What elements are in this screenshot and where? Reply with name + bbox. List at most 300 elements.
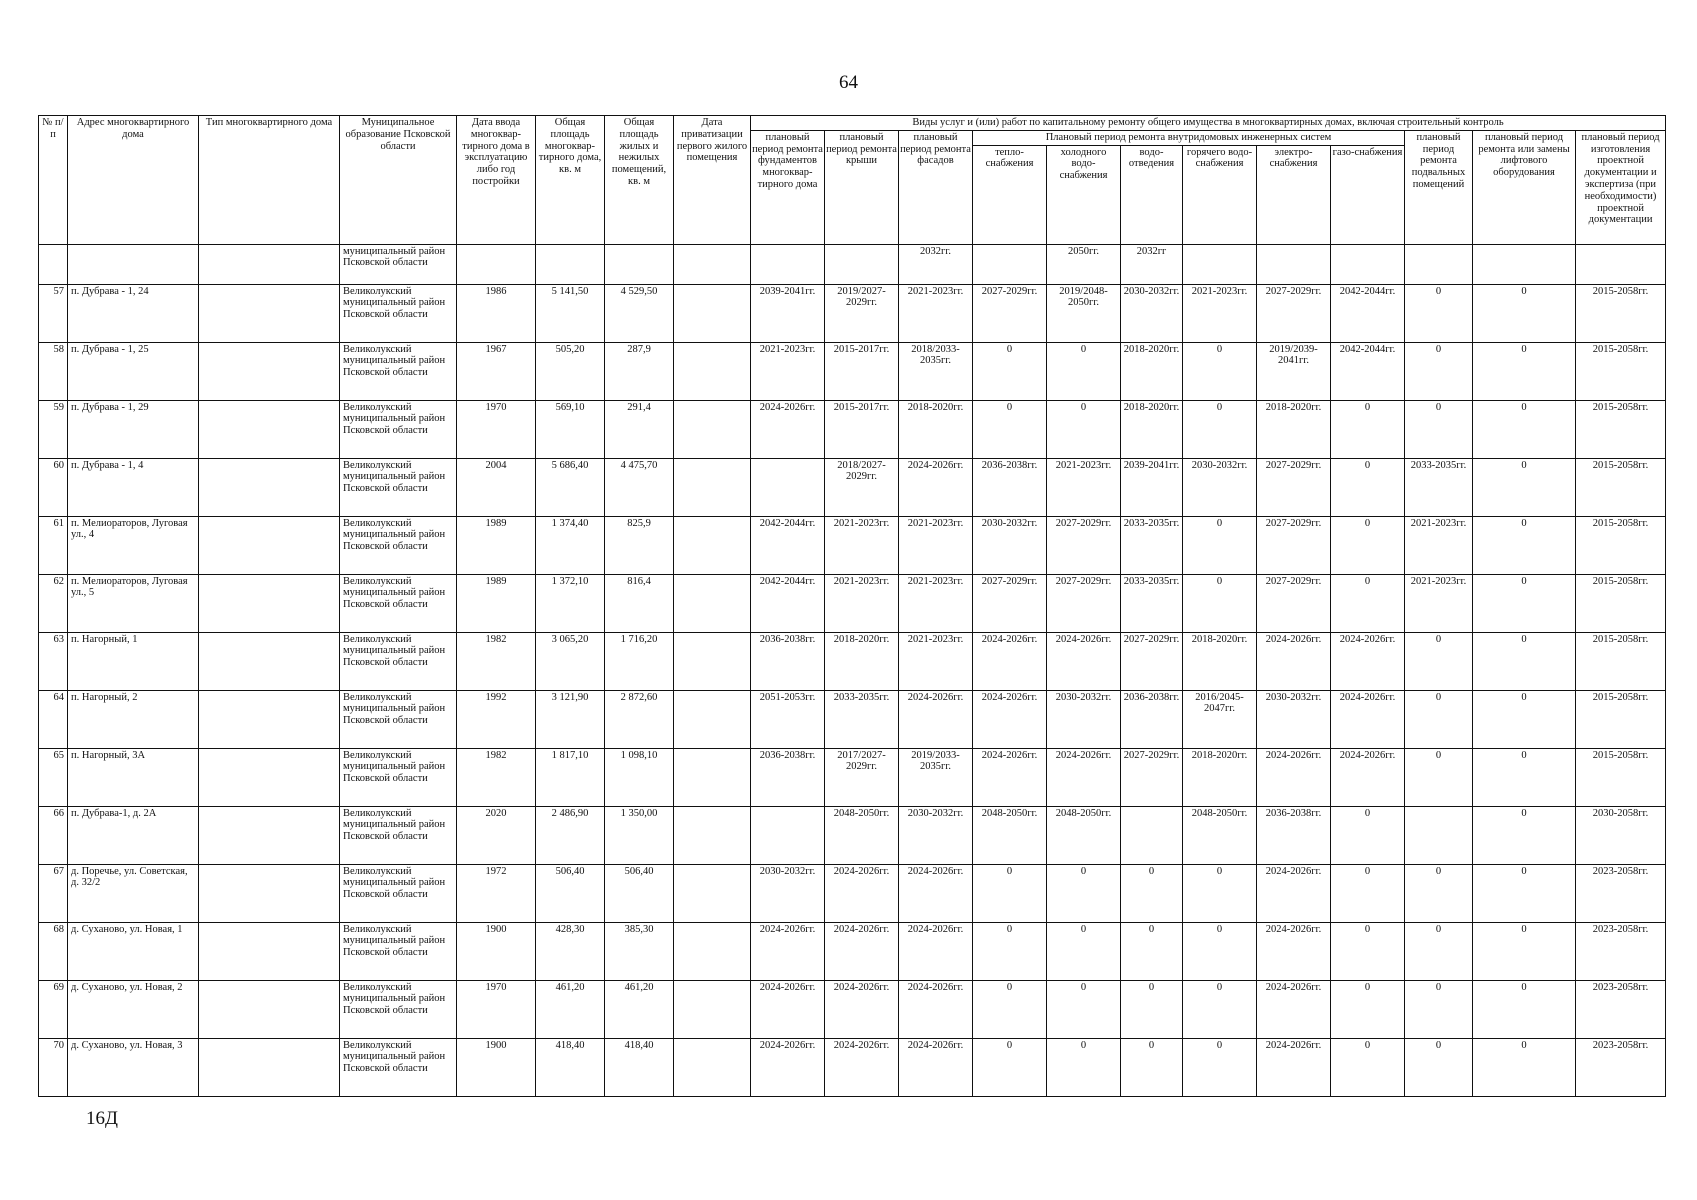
cell-basement: 2033-2035гг. [1405,458,1473,516]
cell-roof: 2019/2027-2029гг. [825,284,899,342]
cell-hot-water: 0 [1183,342,1257,400]
cell-basement: 0 [1405,690,1473,748]
cell-municipality: Великолукский муниципальный район Псковской области [340,980,457,1038]
cell-electric: 2024-2026гг. [1257,922,1331,980]
header-hot-water: горячего водо-снабжения [1183,145,1257,244]
cell-foundation: 2042-2044гг. [751,516,825,574]
cell-elevator: 0 [1473,690,1576,748]
cell-gas: 0 [1331,516,1405,574]
cell-design: 2023-2058гг. [1576,922,1666,980]
cell-municipality: Великолукский муниципальный район Псковской области [340,342,457,400]
cell-gas: 2024-2026гг. [1331,748,1405,806]
cell-hot-water: 0 [1183,574,1257,632]
cell-privatization-date [674,690,751,748]
cell-foundation [751,244,825,284]
cell-design: 2015-2058гг. [1576,342,1666,400]
cell-facade: 2024-2026гг. [899,922,973,980]
cell-sewer: 0 [1121,1038,1183,1096]
cell-municipality: Великолукский муниципальный район Псковской области [340,1038,457,1096]
cell-living-area: 825,9 [605,516,674,574]
cell-cold-water: 0 [1047,400,1121,458]
cell-roof: 2017/2027-2029гг. [825,748,899,806]
cell-date-commission: 1967 [457,342,536,400]
cell-elevator: 0 [1473,342,1576,400]
cell-sewer: 2030-2032гг. [1121,284,1183,342]
cell-num: 62 [39,574,68,632]
header-works-title: Виды услуг и (или) работ по капитальному ремонту общего имущества в многоквартирных домах, включая строительный контроль [751,116,1666,131]
cell-electric: 2024-2026гг. [1257,864,1331,922]
header-gas: газо-снабжения [1331,145,1405,244]
cell-gas: 0 [1331,980,1405,1038]
cell-hot-water: 2030-2032гг. [1183,458,1257,516]
cell-cold-water: 2027-2029гг. [1047,574,1121,632]
cell-living-area: 461,20 [605,980,674,1038]
cell-living-area [605,244,674,284]
table-row [39,284,1666,342]
cell-electric: 2027-2029гг. [1257,458,1331,516]
header-elevator: плановый период ремонта или замены лифтового оборудования [1473,130,1576,244]
header-heat: тепло-снабжения [973,145,1047,244]
cell-date-commission: 1989 [457,516,536,574]
cell-date-commission: 1989 [457,574,536,632]
cell-living-area: 4 529,50 [605,284,674,342]
cell-living-area: 1 350,00 [605,806,674,864]
cell-heat: 0 [973,864,1047,922]
cell-type [199,244,340,284]
cell-hot-water: 0 [1183,400,1257,458]
cell-address: п. Дубрава - 1, 4 [68,458,199,516]
cell-living-area: 385,30 [605,922,674,980]
cell-total-area: 428,30 [536,922,605,980]
cell-basement: 0 [1405,1038,1473,1096]
cell-basement: 0 [1405,922,1473,980]
cell-electric: 2030-2032гг. [1257,690,1331,748]
cell-privatization-date [674,922,751,980]
cell-sewer: 2018-2020гг. [1121,400,1183,458]
cell-privatization-date [674,1038,751,1096]
cell-sewer: 2033-2035гг. [1121,516,1183,574]
cell-heat [973,244,1047,284]
table-body [39,244,1666,1096]
cell-heat: 0 [973,1038,1047,1096]
cell-address: д. Суханово, ул. Новая, 2 [68,980,199,1038]
cell-basement: 0 [1405,748,1473,806]
header-foundation: плановый период ремонта фундаментов многоквар-тирного дома [751,130,825,244]
table-row [39,632,1666,690]
cell-municipality: Великолукский муниципальный район Псковской области [340,922,457,980]
cell-cold-water: 0 [1047,1038,1121,1096]
cell-electric [1257,244,1331,284]
cell-design: 2015-2058гг. [1576,284,1666,342]
cell-gas: 0 [1331,458,1405,516]
cell-basement: 0 [1405,632,1473,690]
cell-gas: 2024-2026гг. [1331,632,1405,690]
cell-privatization-date [674,980,751,1038]
cell-total-area: 3 065,20 [536,632,605,690]
cell-foundation: 2024-2026гг. [751,400,825,458]
cell-date-commission: 1900 [457,922,536,980]
cell-elevator: 0 [1473,748,1576,806]
cell-sewer: 0 [1121,864,1183,922]
cell-municipality: Великолукский муниципальный район Псковской области [340,458,457,516]
cell-foundation: 2042-2044гг. [751,574,825,632]
cell-gas: 0 [1331,864,1405,922]
cell-elevator: 0 [1473,516,1576,574]
cell-hot-water: 2018-2020гг. [1183,748,1257,806]
cell-type [199,690,340,748]
cell-hot-water: 0 [1183,922,1257,980]
cell-address: п. Нагорный, 1 [68,632,199,690]
header-roof: плановый период ремонта крыши [825,130,899,244]
cell-electric: 2027-2029гг. [1257,516,1331,574]
header-num: № п/п [39,116,68,245]
cell-cold-water: 0 [1047,342,1121,400]
header-basement: плановый период ремонта подвальных помещений [1405,130,1473,244]
cell-elevator: 0 [1473,806,1576,864]
cell-roof: 2024-2026гг. [825,864,899,922]
cell-heat: 0 [973,980,1047,1038]
cell-address: п. Дубрава - 1, 29 [68,400,199,458]
cell-roof: 2015-2017гг. [825,400,899,458]
cell-address: п. Нагорный, 3А [68,748,199,806]
cell-sewer: 0 [1121,922,1183,980]
cell-address: п. Дубрава - 1, 25 [68,342,199,400]
cell-privatization-date [674,632,751,690]
cell-privatization-date [674,806,751,864]
cell-electric: 2019/2039-2041гг. [1257,342,1331,400]
cell-living-area: 1 716,20 [605,632,674,690]
cell-facade: 2024-2026гг. [899,1038,973,1096]
header-sewer: водо-отведения [1121,145,1183,244]
cell-elevator: 0 [1473,458,1576,516]
header-cold-water: холодного водо-снабжения [1047,145,1121,244]
cell-foundation: 2039-2041гг. [751,284,825,342]
cell-date-commission: 1982 [457,748,536,806]
header-design: плановый период изготовления проектной документации и экспертиза (при необходимости) проектной документации [1576,130,1666,244]
cell-facade: 2024-2026гг. [899,690,973,748]
cell-num: 70 [39,1038,68,1096]
cell-privatization-date [674,284,751,342]
header-privatization-date: Дата приватизации первого жилого помещения [674,116,751,245]
cell-municipality: Великолукский муниципальный район Псковской области [340,690,457,748]
cell-gas: 0 [1331,574,1405,632]
cell-basement: 0 [1405,284,1473,342]
cell-type [199,458,340,516]
cell-facade: 2030-2032гг. [899,806,973,864]
cell-type [199,748,340,806]
cell-elevator: 0 [1473,1038,1576,1096]
cell-gas: 0 [1331,400,1405,458]
cell-design: 2023-2058гг. [1576,864,1666,922]
cell-sewer: 0 [1121,980,1183,1038]
table-row [39,748,1666,806]
cell-heat: 2024-2026гг. [973,748,1047,806]
cell-facade: 2018-2020гг. [899,400,973,458]
cell-cold-water: 2048-2050гг. [1047,806,1121,864]
cell-electric: 2018-2020гг. [1257,400,1331,458]
cell-date-commission: 1972 [457,864,536,922]
cell-design: 2015-2058гг. [1576,574,1666,632]
sheet-code: 16Д [86,1108,118,1129]
cell-sewer: 2032гг [1121,244,1183,284]
table-row [39,922,1666,980]
cell-elevator: 0 [1473,980,1576,1038]
cell-hot-water: 2048-2050гг. [1183,806,1257,864]
cell-facade: 2021-2023гг. [899,574,973,632]
cell-total-area [536,244,605,284]
cell-type [199,400,340,458]
cell-type [199,342,340,400]
cell-num: 69 [39,980,68,1038]
cell-electric: 2036-2038гг. [1257,806,1331,864]
cell-basement: 0 [1405,980,1473,1038]
cell-gas: 0 [1331,922,1405,980]
cell-address: п. Дубрава-1, д. 2А [68,806,199,864]
cell-roof: 2021-2023гг. [825,516,899,574]
cell-heat: 0 [973,342,1047,400]
cell-roof: 2015-2017гг. [825,342,899,400]
cell-type [199,922,340,980]
cell-municipality: Великолукский муниципальный район Псковской области [340,284,457,342]
cell-design: 2015-2058гг. [1576,690,1666,748]
cell-privatization-date [674,864,751,922]
cell-electric: 2024-2026гг. [1257,1038,1331,1096]
header-total-area: Общая площадь многоквар-тирного дома, кв. м [536,116,605,245]
cell-num: 59 [39,400,68,458]
cell-total-area: 5 686,40 [536,458,605,516]
cell-hot-water: 2016/2045-2047гг. [1183,690,1257,748]
cell-total-area: 569,10 [536,400,605,458]
cell-roof [825,244,899,284]
header-municipality: Муниципальное образование Псковской области [340,116,457,245]
cell-facade: 2024-2026гг. [899,458,973,516]
cell-design: 2015-2058гг. [1576,632,1666,690]
cell-type [199,980,340,1038]
cell-cold-water: 2030-2032гг. [1047,690,1121,748]
cell-cold-water: 0 [1047,864,1121,922]
cell-date-commission: 1900 [457,1038,536,1096]
cell-municipality: Великолукский муниципальный район Псковской области [340,806,457,864]
cell-num: 63 [39,632,68,690]
cell-facade: 2019/2033-2035гг. [899,748,973,806]
cell-num: 64 [39,690,68,748]
cell-heat: 2024-2026гг. [973,690,1047,748]
cell-privatization-date [674,516,751,574]
table-row [39,516,1666,574]
cell-total-area: 1 817,10 [536,748,605,806]
cell-roof: 2048-2050гг. [825,806,899,864]
cell-sewer: 2027-2029гг. [1121,748,1183,806]
cell-living-area: 816,4 [605,574,674,632]
cell-date-commission: 1970 [457,980,536,1038]
cell-num: 58 [39,342,68,400]
cell-total-area: 461,20 [536,980,605,1038]
cell-living-area: 2 872,60 [605,690,674,748]
cell-facade: 2021-2023гг. [899,516,973,574]
cell-roof: 2021-2023гг. [825,574,899,632]
cell-sewer: 2027-2029гг. [1121,632,1183,690]
cell-sewer: 2018-2020гг. [1121,342,1183,400]
cell-electric: 2024-2026гг. [1257,980,1331,1038]
table-row [39,244,1666,284]
table-row [39,574,1666,632]
cell-foundation: 2030-2032гг. [751,864,825,922]
cell-cold-water: 0 [1047,980,1121,1038]
header-electric: электро-снабжения [1257,145,1331,244]
cell-hot-water: 2021-2023гг. [1183,284,1257,342]
cell-elevator: 0 [1473,284,1576,342]
cell-facade: 2021-2023гг. [899,284,973,342]
cell-design: 2015-2058гг. [1576,748,1666,806]
cell-date-commission: 2004 [457,458,536,516]
cell-municipality: Великолукский муниципальный район Псковской области [340,516,457,574]
cell-hot-water: 2018-2020гг. [1183,632,1257,690]
cell-type [199,632,340,690]
cell-cold-water: 2027-2029гг. [1047,516,1121,574]
cell-cold-water: 2024-2026гг. [1047,632,1121,690]
cell-basement: 2021-2023гг. [1405,516,1473,574]
cell-facade: 2018/2033-2035гг. [899,342,973,400]
cell-foundation: 2051-2053гг. [751,690,825,748]
header-living-area: Общая площадь жилых и нежилых помещений, кв. м [605,116,674,245]
cell-date-commission: 1986 [457,284,536,342]
cell-foundation: 2024-2026гг. [751,1038,825,1096]
cell-hot-water [1183,244,1257,284]
cell-hot-water: 0 [1183,864,1257,922]
cell-address: п. Мелиораторов, Луговая ул., 5 [68,574,199,632]
cell-privatization-date [674,574,751,632]
cell-elevator: 0 [1473,864,1576,922]
cell-heat: 2048-2050гг. [973,806,1047,864]
cell-heat: 2030-2032гг. [973,516,1047,574]
cell-privatization-date [674,748,751,806]
cell-address: д. Суханово, ул. Новая, 3 [68,1038,199,1096]
cell-living-area: 418,40 [605,1038,674,1096]
cell-date-commission: 1992 [457,690,536,748]
cell-total-area: 5 141,50 [536,284,605,342]
cell-foundation: 2036-2038гг. [751,748,825,806]
cell-basement [1405,244,1473,284]
cell-total-area: 506,40 [536,864,605,922]
cell-cold-water: 2050гг. [1047,244,1121,284]
cell-municipality: муниципальный район Псковской области [340,244,457,284]
cell-heat: 2024-2026гг. [973,632,1047,690]
cell-privatization-date [674,244,751,284]
table-row [39,342,1666,400]
cell-total-area: 418,40 [536,1038,605,1096]
cell-cold-water: 2021-2023гг. [1047,458,1121,516]
cell-electric: 2024-2026гг. [1257,748,1331,806]
cell-design: 2023-2058гг. [1576,980,1666,1038]
header-date-commission: Дата ввода многоквар-тирного дома в эксплуатацию либо год постройки [457,116,536,245]
header-type: Тип многоквартирного дома [199,116,340,245]
cell-num: 65 [39,748,68,806]
cell-municipality: Великолукский муниципальный район Псковской области [340,574,457,632]
cell-foundation: 2036-2038гг. [751,632,825,690]
cell-total-area: 1 372,10 [536,574,605,632]
cell-num: 68 [39,922,68,980]
cell-type [199,1038,340,1096]
cell-heat: 2027-2029гг. [973,574,1047,632]
cell-cold-water: 0 [1047,922,1121,980]
cell-facade: 2032гг. [899,244,973,284]
table-row [39,980,1666,1038]
cell-heat: 0 [973,922,1047,980]
cell-electric: 2024-2026гг. [1257,632,1331,690]
cell-type [199,864,340,922]
cell-roof: 2024-2026гг. [825,922,899,980]
cell-basement [1405,806,1473,864]
cell-sewer: 2039-2041гг. [1121,458,1183,516]
header-address: Адрес многоквартирного дома [68,116,199,245]
cell-type [199,516,340,574]
cell-num: 67 [39,864,68,922]
cell-gas: 2024-2026гг. [1331,690,1405,748]
cell-address: п. Нагорный, 2 [68,690,199,748]
cell-elevator: 0 [1473,574,1576,632]
table-header [39,116,1666,245]
cell-total-area: 2 486,90 [536,806,605,864]
cell-hot-water: 0 [1183,516,1257,574]
cell-municipality: Великолукский муниципальный район Псковской области [340,632,457,690]
cell-facade: 2021-2023гг. [899,632,973,690]
cell-gas [1331,244,1405,284]
cell-electric: 2027-2029гг. [1257,574,1331,632]
cell-gas: 0 [1331,806,1405,864]
cell-total-area: 3 121,90 [536,690,605,748]
capital-repair-table [38,115,1666,1097]
table-row [39,400,1666,458]
cell-num: 57 [39,284,68,342]
cell-facade: 2024-2026гг. [899,864,973,922]
cell-total-area: 505,20 [536,342,605,400]
cell-address: п. Мелиораторов, Луговая ул., 4 [68,516,199,574]
cell-roof: 2033-2035гг. [825,690,899,748]
cell-privatization-date [674,458,751,516]
cell-living-area: 4 475,70 [605,458,674,516]
cell-living-area: 506,40 [605,864,674,922]
cell-foundation: 2024-2026гг. [751,980,825,1038]
table-row [39,690,1666,748]
cell-date-commission: 1982 [457,632,536,690]
cell-sewer: 2036-2038гг. [1121,690,1183,748]
cell-privatization-date [674,400,751,458]
cell-basement: 0 [1405,864,1473,922]
cell-elevator: 0 [1473,632,1576,690]
cell-foundation [751,458,825,516]
header-engineering: Плановый период ремонта внутридомовых инженерных систем [973,130,1405,145]
cell-address: д. Суханово, ул. Новая, 1 [68,922,199,980]
cell-heat: 0 [973,400,1047,458]
cell-num: 66 [39,806,68,864]
cell-address: д. Поречье, ул. Советская, д. 32/2 [68,864,199,922]
cell-living-area: 287,9 [605,342,674,400]
cell-design: 2015-2058гг. [1576,400,1666,458]
cell-electric: 2027-2029гг. [1257,284,1331,342]
cell-elevator: 0 [1473,400,1576,458]
cell-gas: 2042-2044гг. [1331,284,1405,342]
cell-hot-water: 0 [1183,1038,1257,1096]
cell-gas: 2042-2044гг. [1331,342,1405,400]
cell-date-commission: 2020 [457,806,536,864]
cell-roof: 2018-2020гг. [825,632,899,690]
cell-facade: 2024-2026гг. [899,980,973,1038]
cell-sewer [1121,806,1183,864]
cell-type [199,806,340,864]
cell-basement: 0 [1405,400,1473,458]
cell-living-area: 1 098,10 [605,748,674,806]
cell-address [68,244,199,284]
